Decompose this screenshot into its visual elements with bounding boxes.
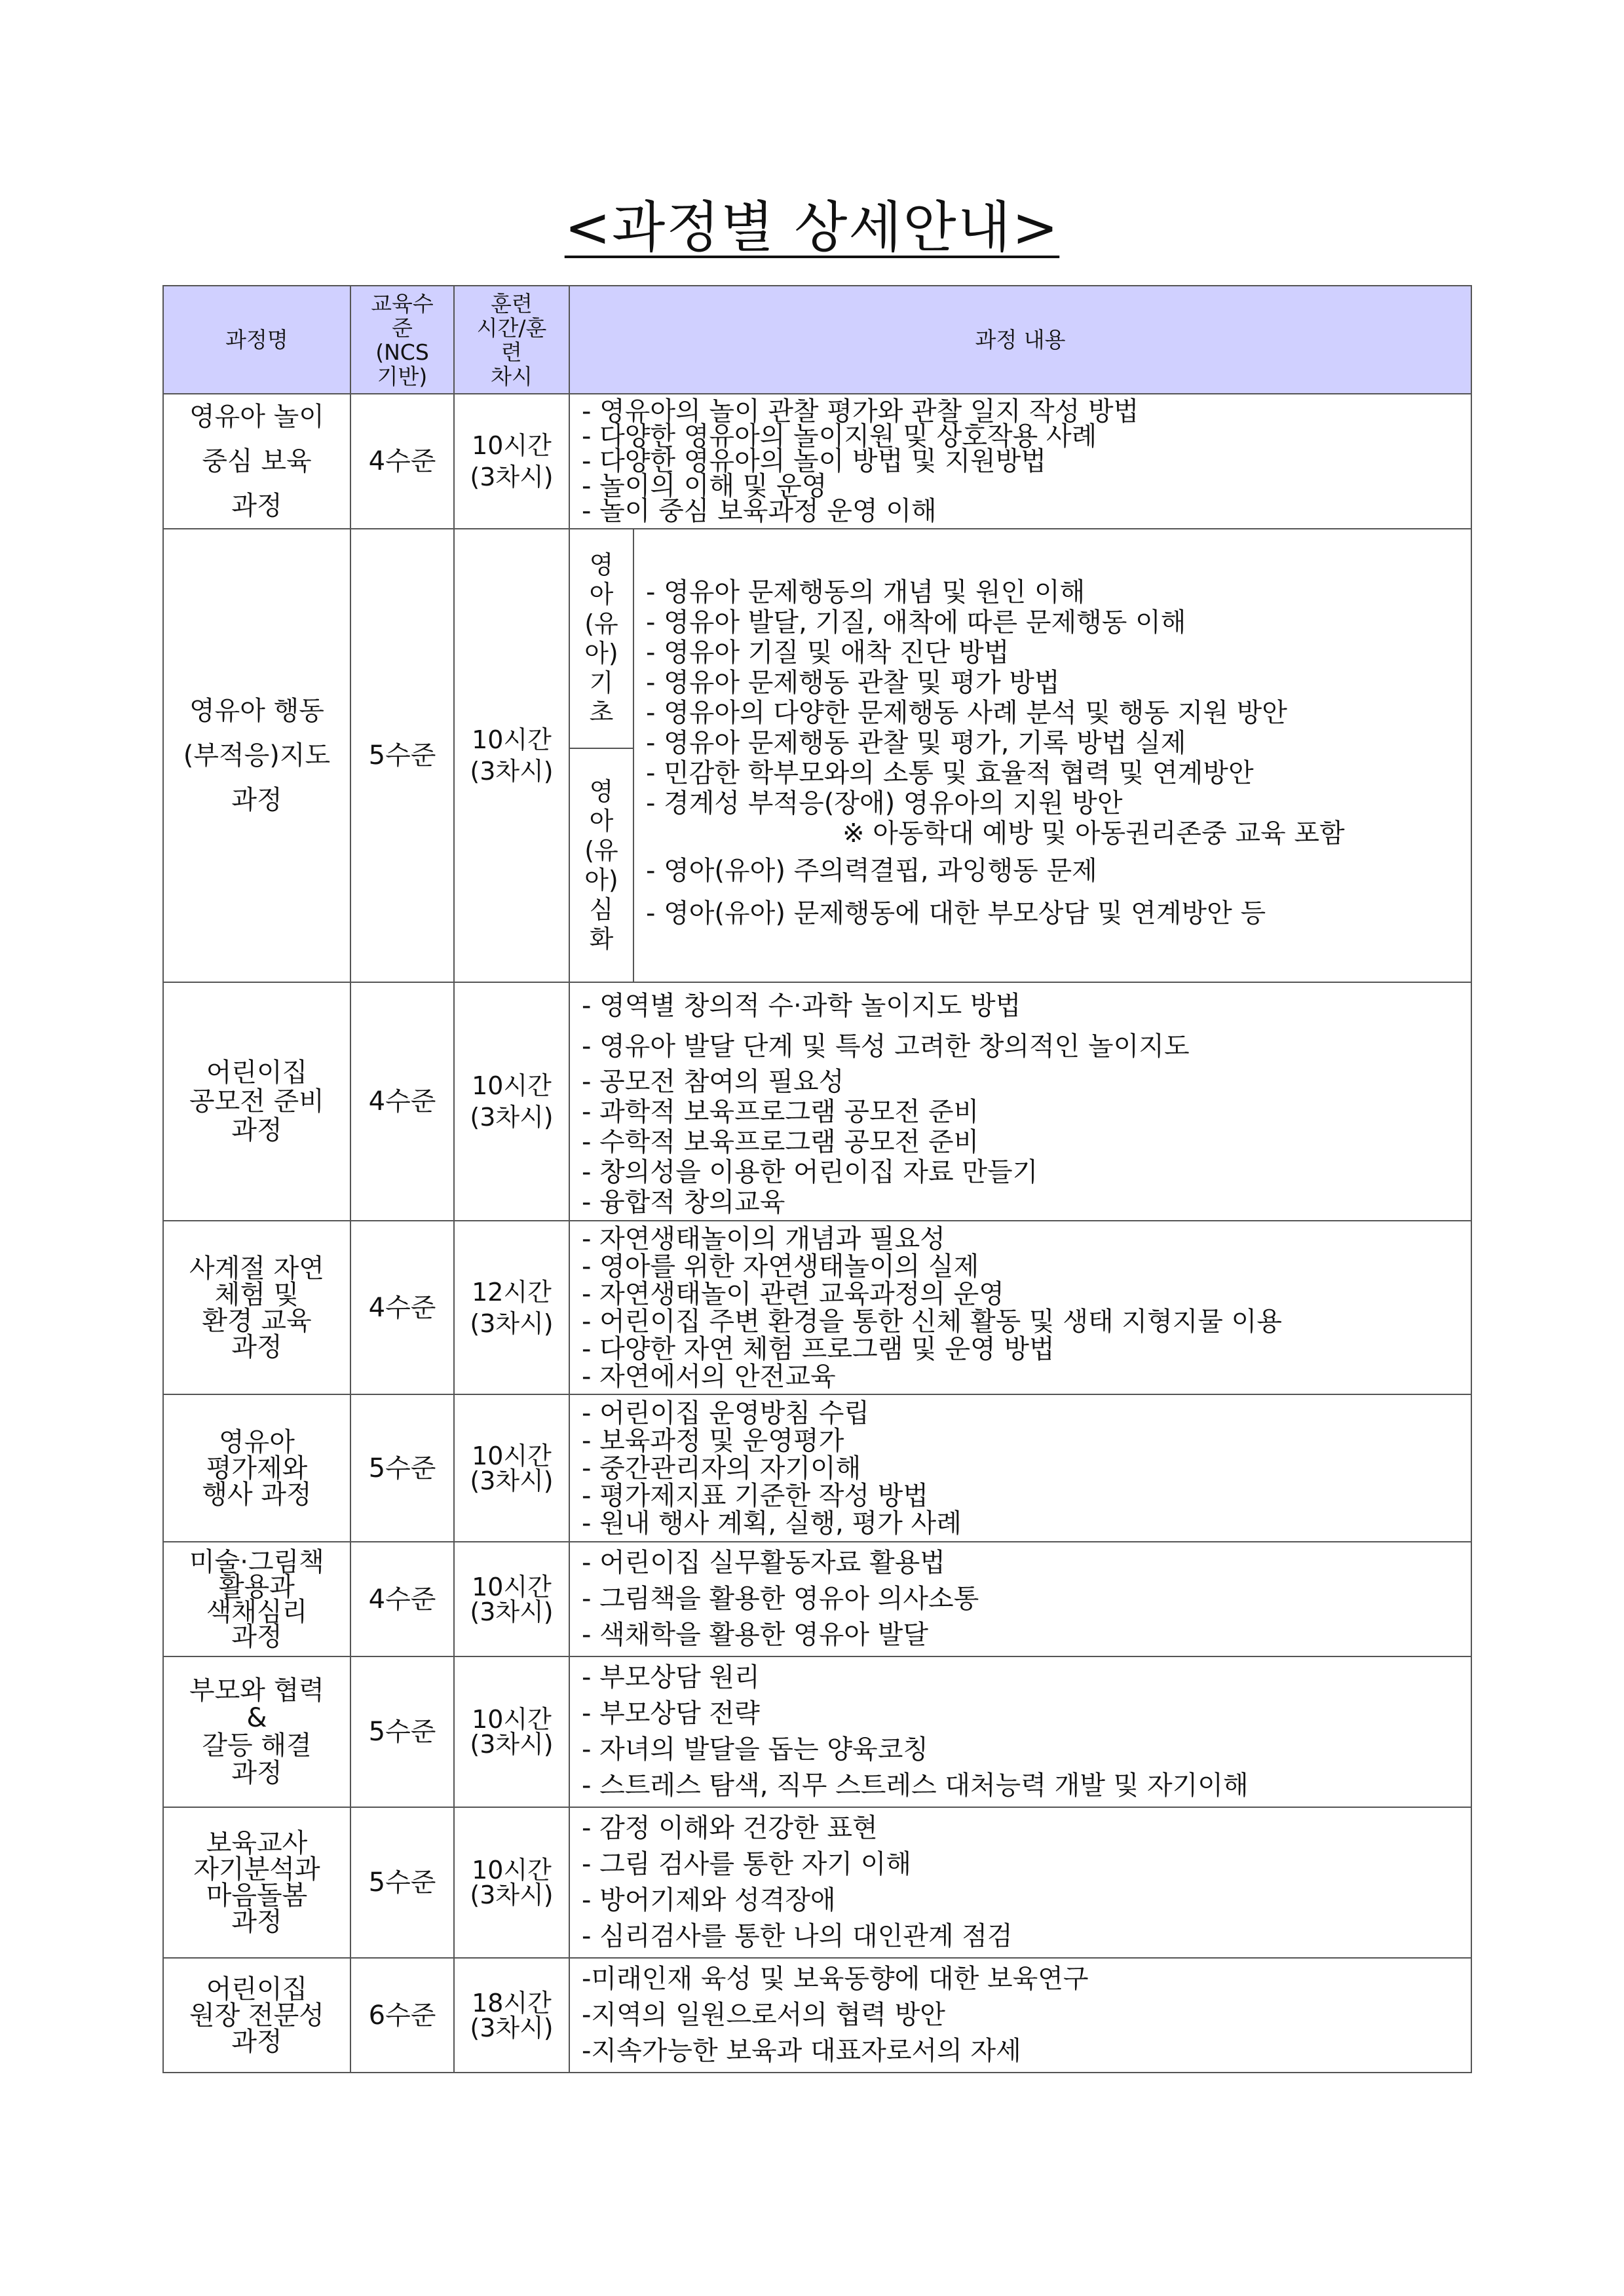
table-row (163, 1394, 1471, 1542)
table-row (163, 1221, 1471, 1394)
course-content: - 영역별 창의적 수·과학 놀이지도 방법 - 영유아 발달 단계 및 특성 고려한 창의적인 놀이지도 - 공모전 참여의 필요성 - 과학적 보육프로그램 공모전 준비 - 수학적 보육프로그램 공모전 준비 - 창의성을 이용한 어린이집 자료 만들기 - 융합적 창의교육 (569, 982, 1471, 1221)
note-line: ※ 아동학대 예방 및 아동권리존중 교육 포함 (842, 818, 1345, 849)
table-row (163, 1807, 1471, 1958)
course-level: 6수준 (350, 1958, 454, 2073)
course-content: - 감정 이해와 건강한 표현 - 그림 검사를 통한 자기 이해 - 방어기제와 성격장애 - 심리검사를 통한 나의 대인관계 점검 (569, 1807, 1471, 1958)
course-content: - 자연생태놀이의 개념과 필요성 - 영아를 위한 자연생태놀이의 실제 - 자연생태놀이 관련 교육과정의 운영 - 어린이집 주변 환경을 통한 신체 활동 및 생태 지형지물 이용 - 다양한 자연 체험 프로그램 및 운영 방법 - 자연에서의 안전교육 (569, 1221, 1471, 1394)
course-level: 4수준 (350, 982, 454, 1221)
table-row (163, 529, 1471, 748)
table-row (163, 1542, 1471, 1656)
course-name: 보육교사 자기분석과 마음돌봄 과정 (163, 1807, 350, 1958)
course-content: - 영유아 문제행동의 개념 및 원인 이해 - 영유아 발달, 기질, 애착에 따른 문제행동 이해 - 영유아 기질 및 애착 진단 방법 - 영유아 문제행동 관찰 및 평가 방법 - 영유아의 다양한 문제행동 사례 분석 및 행동 지원 방안 - 영유아 문제행동 관찰 및 평가, 기록 방법 실제 - 민감한 학부모와의 소통 및 효율적 협력 및 연계방안 - 경계성 부적응(장애) 영유아의 지원 방안 ※ 아동학대 예방 및 아동권리존중 교육 포함 - 영아(유아) 주의력결핍, 과잉행동 문제 - 영아(유아) 문제행동에 대한 부모상담 및 연계방안 등 (633, 529, 1471, 982)
course-name: 영유아 평가제와 행사 과정 (163, 1394, 350, 1542)
course-level: 4수준 (350, 1221, 454, 1394)
table-row (163, 394, 1471, 529)
sub-category-advanced: 영 아 (유 아) 심 화 (569, 748, 633, 982)
course-name: 영유아 행동 (부적응)지도 과정 (163, 529, 350, 982)
table-row (163, 982, 1471, 1221)
course-hours: 10시간 (3차시) (454, 1656, 569, 1807)
course-level: 4수준 (350, 394, 454, 529)
sub-category-basic: 영 아 (유 아) 기 초 (569, 529, 633, 748)
course-hours: 10시간 (3차시) (454, 1807, 569, 1958)
course-hours: 10시간 (3차시) (454, 529, 569, 982)
header-level: 교육수 준 (NCS 기반) (350, 286, 454, 394)
course-level: 5수준 (350, 1394, 454, 1542)
course-hours: 18시간 (3차시) (454, 1958, 569, 2073)
course-hours: 10시간 (3차시) (454, 1542, 569, 1656)
course-name: 어린이집 공모전 준비 과정 (163, 982, 350, 1221)
table-row (163, 1656, 1471, 1807)
header-course-name: 과정명 (163, 286, 350, 394)
course-name: 어린이집 원장 전문성 과정 (163, 1958, 350, 2073)
course-name: 사계절 자연 체험 및 환경 교육 과정 (163, 1221, 350, 1394)
header-hours: 훈련 시간/훈 련 차시 (454, 286, 569, 394)
course-level: 4수준 (350, 1542, 454, 1656)
course-name: 영유아 놀이 중심 보육 과정 (163, 394, 350, 529)
header-content: 과정 내용 (569, 286, 1471, 394)
course-name: 미술·그림책 활용과 색채심리 과정 (163, 1542, 350, 1656)
course-level: 5수준 (350, 1807, 454, 1958)
course-name: 부모와 협력 & 갈등 해결 과정 (163, 1656, 350, 1807)
course-hours: 10시간 (3차시) (454, 1394, 569, 1542)
course-content: - 어린이집 실무활동자료 활용법 - 그림책을 활용한 영유아 의사소통 - 색채학을 활용한 영유아 발달 (569, 1542, 1471, 1656)
course-level: 5수준 (350, 1656, 454, 1807)
course-content: - 어린이집 운영방침 수립 - 보육과정 및 운영평가 - 중간관리자의 자기이해 - 평가제지표 기준한 작성 방법 - 원내 행사 계획, 실행, 평가 사례 (569, 1394, 1471, 1542)
page-title: <과정별 상세안내> (564, 195, 1060, 259)
course-hours: 10시간 (3차시) (454, 982, 569, 1221)
course-table (162, 285, 1472, 2073)
table-row (163, 1958, 1471, 2073)
header-row (163, 286, 1471, 394)
course-content: -미래인재 육성 및 보육동향에 대한 보육연구 -지역의 일원으로서의 협력 방안 -지속가능한 보육과 대표자로서의 자세 (569, 1958, 1471, 2073)
course-content: - 부모상담 원리 - 부모상담 전략 - 자녀의 발달을 돕는 양육코칭 - 스트레스 탐색, 직무 스트레스 대처능력 개발 및 자기이해 (569, 1656, 1471, 1807)
course-level: 5수준 (350, 529, 454, 982)
course-hours: 12시간 (3차시) (454, 1221, 569, 1394)
course-content: - 영유아의 놀이 관찰 평가와 관찰 일지 작성 방법 - 다양한 영유아의 놀이지원 및 상호작용 사례 - 다양한 영유아의 놀이 방법 및 지원방법 - 놀이의 이해 및 운영 - 놀이 중심 보육과정 운영 이해 (569, 394, 1471, 529)
course-hours: 10시간 (3차시) (454, 394, 569, 529)
